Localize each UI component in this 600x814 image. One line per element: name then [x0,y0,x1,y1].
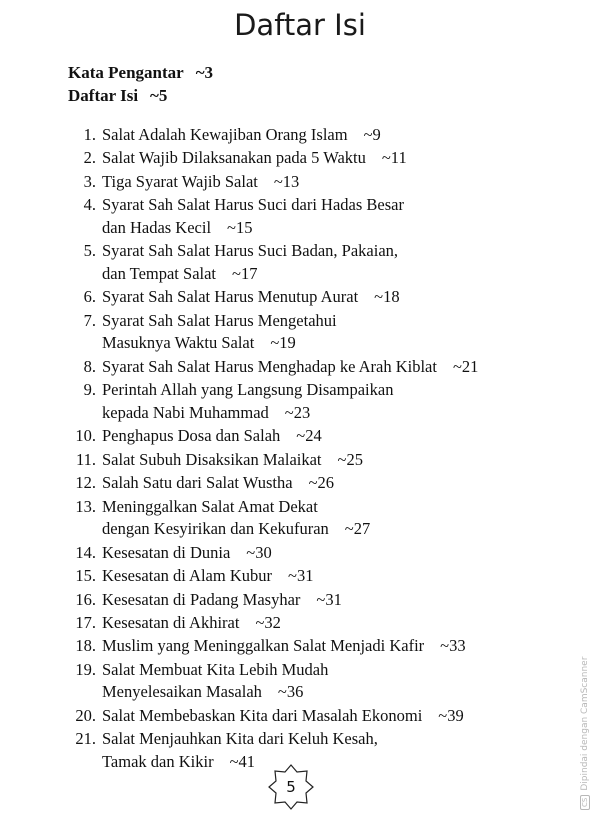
toc-entry-number: 17. [75,612,96,632]
toc-entry-page: ~9 [363,125,381,144]
toc-entry-page: ~25 [337,449,363,469]
toc-entry-title: Syarat Sah Salat Harus Suci Badan, Pakaian, [102,241,399,261]
toc-entry-line [102,124,490,147]
toc-entry [70,659,490,704]
toc-entry-page: ~24 [296,426,322,446]
toc-entry-number: 18. [75,636,96,656]
toc-entry [70,147,490,170]
toc-entry-number: 4. [83,195,96,215]
toc-entry-line [102,472,490,495]
toc-entry-number: 21. [75,729,96,749]
toc-entry-line [102,425,490,448]
toc-entry-page: ~33 [440,636,466,656]
toc-entry-line [102,449,490,472]
toc-entry-page: ~11 [381,148,407,168]
toc-entry-title: Muslim yang Meninggalkan Salat Menjadi Kafir [102,636,425,656]
toc-entry-line [102,356,490,379]
toc-entry-number: 15. [75,566,96,586]
toc-entry-title: Tamak dan Kikir [102,751,214,771]
toc-entry-page: ~21 [452,356,479,376]
toc-list [70,124,490,774]
toc-entry-title: Syarat Sah Salat Harus Suci dari Hadas Besar [102,195,404,215]
toc-entry [70,612,490,635]
toc-entry-number: 11. [75,449,96,469]
toc-entry-title: dan Hadas Kecil [102,217,212,237]
toc-entry-title: Salat Wajib Dilaksanakan pada 5 Waktu [102,148,366,168]
toc-entry-page: ~36 [277,682,304,702]
toc-entry [70,449,490,472]
toc-entry-title: Kesesatan di Akhirat [102,612,240,632]
toc-entry-line [102,240,490,263]
toc-entry-title: dengan Kesyirikan dan Kekufuran [102,519,329,539]
toc-entry-title: Tiga Syarat Wajib Salat [102,171,258,191]
toc-entry-line [102,263,490,286]
toc-entry-line [102,542,490,565]
toc-entry-number: 1. [83,125,96,144]
toc-entry-page: ~15 [227,217,253,237]
toc-entry [70,194,490,239]
toc-entry-line [102,402,490,425]
page-number: 5 [286,778,296,796]
toc-entry-line [102,681,490,704]
toc-entry-title: Salat Adalah Kewajiban Orang Islam [102,125,348,144]
toc-entry-line [102,728,490,751]
toc-entry [70,542,490,565]
toc-entry-page: ~26 [308,473,335,493]
toc-entry-page: ~41 [229,751,255,771]
toc-entry-number: 10. [75,426,96,446]
toc-entry-number: 6. [83,287,96,307]
toc-entry-line [102,612,490,635]
toc-entry-line [102,194,490,217]
page-title: Daftar Isi [234,8,366,42]
toc-entry-page: ~23 [284,402,311,422]
toc-entry-line [102,286,490,309]
toc-entry [70,356,490,379]
front-matter-label: Daftar Isi [68,86,139,105]
toc-entry [70,124,490,147]
toc-entry-number: 14. [75,542,96,562]
toc-entry-page: ~31 [316,589,342,609]
toc-entry [70,472,490,495]
toc-entry-page: ~27 [344,519,371,539]
toc-entry-page: ~17 [232,263,258,283]
front-matter-page: ~3 [195,63,214,82]
toc-entry-title: Syarat Sah Salat Harus Menutup Aurat [102,287,359,307]
toc-entry [70,705,490,728]
toc-entry-title: Salat Membebaskan Kita dari Masalah Ekonomi [102,705,423,725]
toc-entry-number: 19. [75,659,96,679]
toc-entry-title: Meninggalkan Salat Amat Dekat [102,496,318,516]
toc-entry [70,286,490,309]
toc-entry-line [102,589,490,612]
toc-entry-title: kepada Nabi Muhammad [102,402,269,422]
toc-entry-line [102,379,490,402]
toc-entry-number: 5. [83,241,96,261]
toc-entry-number: 8. [83,356,96,376]
front-matter-list [68,61,213,107]
toc-entry-line [102,332,490,355]
front-matter-page: ~5 [150,86,168,105]
toc-entry-page: ~39 [438,705,464,725]
toc-entry-line [102,171,490,194]
toc-entry-title: dan Tempat Salat [102,263,217,283]
page-number-badge [267,763,315,811]
toc-entry [70,310,490,355]
toc-entry-line [102,518,490,541]
toc-entry-number: 2. [83,148,96,168]
toc-entry-title: Masuknya Waktu Salat [102,333,255,353]
toc-entry-number: 7. [83,310,96,330]
scanner-watermark [580,657,590,810]
toc-entry-number: 20. [75,705,96,725]
toc-entry-page: ~13 [273,171,300,191]
toc-entry [70,565,490,588]
toc-entry-title: Salat Subuh Disaksikan Malaikat [102,449,322,469]
toc-entry-line [102,635,490,658]
toc-entry-title: Penghapus Dosa dan Salah [102,426,281,446]
toc-entry-title: Menyelesaikan Masalah [102,682,262,702]
toc-entry-title: Kesesatan di Dunia [102,542,231,562]
front-matter-item [68,84,213,107]
toc-entry-page: ~31 [288,566,314,586]
toc-entry-page: ~18 [374,287,400,307]
watermark-text: Dipindai dengan CamScanner [580,656,590,791]
toc-entry [70,171,490,194]
toc-entry [70,379,490,424]
toc-entry-line [102,705,490,728]
toc-entry-page: ~32 [255,612,281,632]
toc-entry-title: Salah Satu dari Salat Wustha [102,473,293,493]
toc-entry-number: 3. [83,171,96,191]
toc-entry-page: ~30 [246,542,272,562]
toc-entry-title: Perintah Allah yang Langsung Disampaikan [102,380,394,400]
front-matter-item [68,61,213,84]
toc-entry-title: Kesesatan di Alam Kubur [102,566,273,586]
toc-entry-line [102,565,490,588]
toc-entry-number: 9. [83,380,96,400]
toc-entry-title: Syarat Sah Salat Harus Mengetahui [102,310,337,330]
toc-entry-title: Salat Membuat Kita Lebih Mudah [102,659,329,679]
toc-entry [70,240,490,285]
toc-entry-number: 13. [75,496,96,516]
toc-entry-line [102,217,490,240]
toc-entry [70,589,490,612]
toc-entry-line [102,147,490,170]
toc-entry [70,496,490,541]
toc-entry [70,635,490,658]
toc-entry-number: 16. [75,589,96,609]
toc-entry-page: ~19 [270,333,296,353]
toc-entry-title: Kesesatan di Padang Masyhar [102,589,301,609]
toc-entry-line [102,659,490,682]
toc-entry-title: Salat Menjauhkan Kita dari Keluh Kesah, [102,729,378,749]
toc-entry-line [102,310,490,333]
toc-entry-line [102,496,490,519]
toc-entry-title: Syarat Sah Salat Harus Menghadap ke Arah Kiblat [102,356,437,376]
toc-entry-number: 12. [75,473,96,493]
toc-entry [70,425,490,448]
front-matter-label: Kata Pengantar [68,63,184,82]
camscanner-logo-icon: CS [580,795,590,810]
